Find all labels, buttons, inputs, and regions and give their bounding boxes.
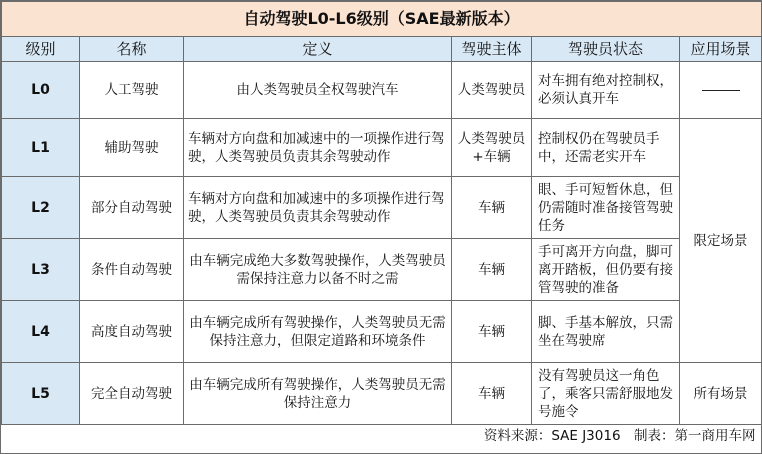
name-cell: 高度自动驾驶 [80, 301, 184, 363]
subject-cell: 车辆 [452, 301, 532, 363]
footer-row [2, 425, 762, 448]
title-row [2, 2, 762, 37]
definition-cell: 车辆对方向盘和加减速中的一项操作进行驾驶，人类驾驶员负责其余驾驶动作 [184, 119, 452, 177]
level-cell: L4 [2, 301, 80, 363]
header-subject: 驾驶主体 [452, 37, 532, 62]
table-row [2, 239, 762, 301]
name-cell: 完全自动驾驶 [80, 363, 184, 425]
scenario-cell-limited: 限定场景 [680, 119, 762, 363]
name-cell: 部分自动驾驶 [80, 177, 184, 239]
dash-mark [702, 90, 740, 91]
subject-cell: 车辆 [452, 177, 532, 239]
header-scenario: 应用场景 [680, 37, 762, 62]
sae-level-table [1, 1, 762, 447]
definition-cell: 由车辆完成所有驾驶操作，人类驾驶员无需保持注意力 [184, 363, 452, 425]
table-title: 自动驾驶L0-L6级别（SAE最新版本） [2, 2, 762, 37]
driver-state-cell: 没有驾驶员这一角色了，乘客只需舒服地发号施令 [532, 363, 680, 425]
subject-cell: 车辆 [452, 363, 532, 425]
driver-state-cell: 脚、手基本解放，只需坐在驾驶席 [532, 301, 680, 363]
scenario-cell-all: 所有场景 [680, 363, 762, 425]
scenario-cell [680, 62, 762, 119]
table-row [2, 363, 762, 425]
definition-cell: 由车辆完成所有驾驶操作，人类驾驶员无需保持注意力，但限定道路和环境条件 [184, 301, 452, 363]
name-cell: 条件自动驾驶 [80, 239, 184, 301]
driver-state-cell: 手可离开方向盘，脚可离开踏板，但仍要有接管驾驶的准备 [532, 239, 680, 301]
table-row [2, 301, 762, 363]
level-cell: L2 [2, 177, 80, 239]
name-cell: 辅助驾驶 [80, 119, 184, 177]
driver-state-cell: 眼、手可短暂休息，但仍需随时准备接管驾驶任务 [532, 177, 680, 239]
table-row [2, 119, 762, 177]
header-name: 名称 [80, 37, 184, 62]
name-cell: 人工驾驶 [80, 62, 184, 119]
level-cell: L5 [2, 363, 80, 425]
level-cell: L0 [2, 62, 80, 119]
subject-cell: 人类驾驶员+车辆 [452, 119, 532, 177]
source-note: 资料来源：SAE J3016 制表：第一商用车网 [483, 428, 756, 444]
header-level: 级别 [2, 37, 80, 62]
driver-state-cell: 控制权仍在驾驶员手中，还需老实开车 [532, 119, 680, 177]
definition-cell: 由人类驾驶员全权驾驶汽车 [184, 62, 452, 119]
level-cell: L1 [2, 119, 80, 177]
definition-cell: 由车辆完成绝大多数驾驶操作，人类驾驶员需保持注意力以备不时之需 [184, 239, 452, 301]
header-row [2, 37, 762, 62]
header-driver-state: 驾驶员状态 [532, 37, 680, 62]
table-row [2, 62, 762, 119]
header-definition: 定义 [184, 37, 452, 62]
table-row [2, 177, 762, 239]
driver-state-cell: 对车拥有绝对控制权，必须认真开车 [532, 62, 680, 119]
subject-cell: 人类驾驶员 [452, 62, 532, 119]
definition-cell: 车辆对方向盘和加减速中的多项操作进行驾驶，人类驾驶员负责其余驾驶动作 [184, 177, 452, 239]
level-cell: L3 [2, 239, 80, 301]
subject-cell: 车辆 [452, 239, 532, 301]
